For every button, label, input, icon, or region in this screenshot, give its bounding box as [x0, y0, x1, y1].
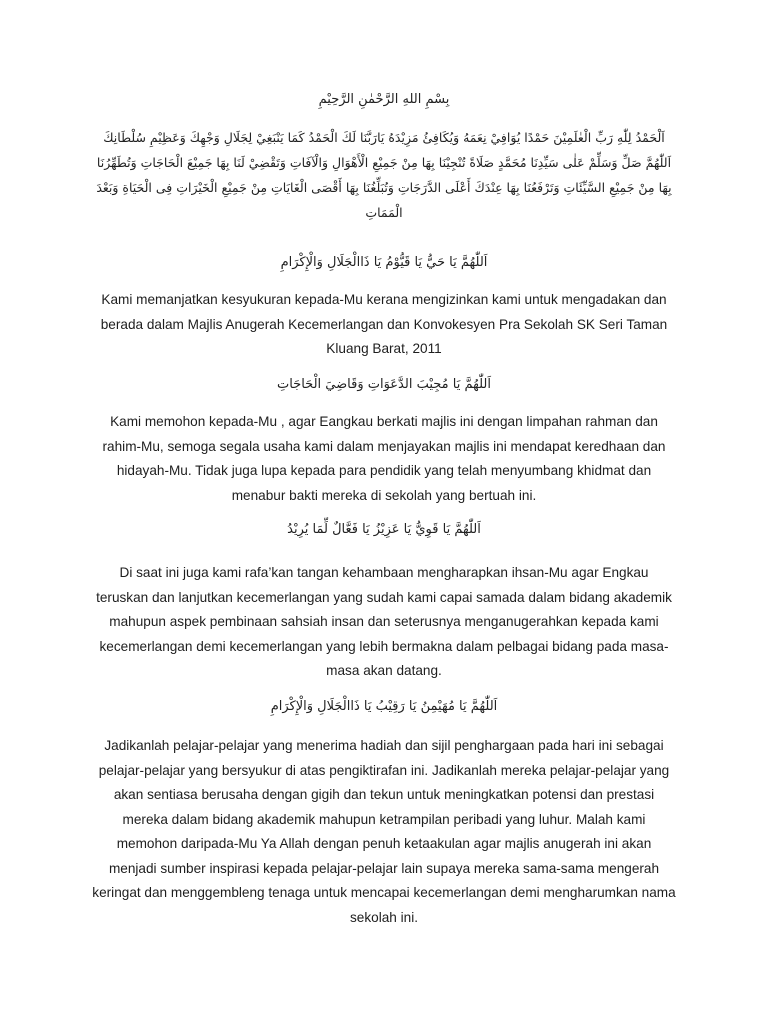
paragraph-3: Di saat ini juga kami rafa’kan tangan kehambaan mengharapkan ihsan-Mu agar Engkau teruskan dan lanjutkan kecemerlangan yang sudah kami capai samada dalam bidang akademik mahupun aspek pembinaan sahsiah insan dan seterusnya menganugerahkan kepada kami kecemerlangan demi kecemerlangan yang lebih bermakna dalam pelbagai bidang pada masa-masa akan datang. [96, 565, 672, 678]
bismillah-heading: بِسْمِ اللهِ الرَّحْمٰنِ الرَّحِيْمِ [318, 92, 450, 107]
invocation-2: اَللّٰهُمَّ يَا مُجِيْبَ الدَّعَوَاتِ وَقَاضِيَ الْحَاجَاتِ [276, 377, 491, 392]
paragraph-4: Jadikanlah pelajar-pelajar yang menerima hadiah dan sijil penghargaan pada hari ini sebagai pelajar-pelajar yang bersyukur di atas pengiktirafan ini. Jadikanlah mereka pelajar-pelajar yang akan sentiasa berusaha dengan gigih dan tekun untuk meningkatkan potensi dan prestasi mereka dalam bidang akademik mahupun ketrampilan peribadi yang luhur. Malah kami memohon daripada-Mu Ya Allah dengan penuh ketaakulan agar majlis anugerah ini akan menjadi sumber inspirasi kepada pelajar-pelajar lain supaya mereka sama-sama mengerah keringat dan menggembleng tenaga untuk mencapai kecemerlangan demi mengharumkan nama sekolah ini. [92, 738, 676, 925]
paragraph-2: Kami memohon kepada-Mu , agar Eangkau berkati majlis ini dengan limpahan rahman dan rahim-Mu, semoga segala usaha kami dalam menjayakan majlis ini mendapat keredhaan dan hidayah-Mu. Tidak juga lupa kepada para pendidik yang telah menyumbang khidmat dan menabur bakti mereka di sekolah yang bertuah ini. [102, 414, 666, 503]
invocation-4: اَللّٰهُمَّ يَا مُهَيْمِنُ يَا رَقِيْبُ يَا ذَاالْجَلَالِ وَالْإِكْرَامِ [270, 699, 498, 714]
invocation-3: اَللّٰهُمَّ يَا قَوِيُّ يَا عَزِيْزُ يَا فَعَّالٌ لِّمَا يُرِيْدُ [287, 522, 481, 537]
paragraph-1: Kami memanjatkan kesyukuran kepada-Mu kerana mengizinkan kami untuk mengadakan dan berada dalam Majlis Anugerah Kecemerlangan dan Konvokesyen Pra Sekolah SK Seri Taman Kluang Barat, 2011 [100, 292, 668, 356]
opening-doa-text: اَلْحَمْدُ لِلّٰهِ رَبِّ الْعٰلَمِيْنَ حَمْدًا يُوَافِيْ نِعَمَهُ وَيُكَافِئُ مَزِيْدَهُ يَارَبَّنَا لَكَ الْحَمْدُ كَمَا يَنْبَغِيْ لِجَلَالِ وَجْهِكَ وَعَظِيْمِ سُلْطَانِكَ اَللّٰهُمَّ صَلِّ وَسَلِّمْ عَلٰى سَيِّدِنَا مُحَمَّدٍ صَلَاةً تُنْجِيْنَا بِهَا مِنْ جَمِيْعِ الْأَهْوَالِ وَالْآفَاتِ وَتَقْضِيْ لَنَا بِهَا جَمِيْعَ الْحَاجَاتِ وَتُطَهِّرُنَا بِهَا مِنْ جَمِيْعِ السَّيِّئَاتِ وَتَرْفَعُنَا بِهَا عِنْدَكَ أَعْلَى الدَّرَجَاتِ وَتُبَلِّغُنَا بِهَا أَقْصَى الْغَايَاتِ مِنْ جَمِيْعِ الْخَيْرَاتِ فِى الْحَيَاةِ وَبَعْدَ الْمَمَاتِ [96, 130, 672, 220]
invocation-1: اَللّٰهُمَّ يَا حَيُّ يَا قَيُّوْمُ يَا ذَاالْجَلَالِ وَالْإِكْرَامِ [280, 255, 488, 270]
